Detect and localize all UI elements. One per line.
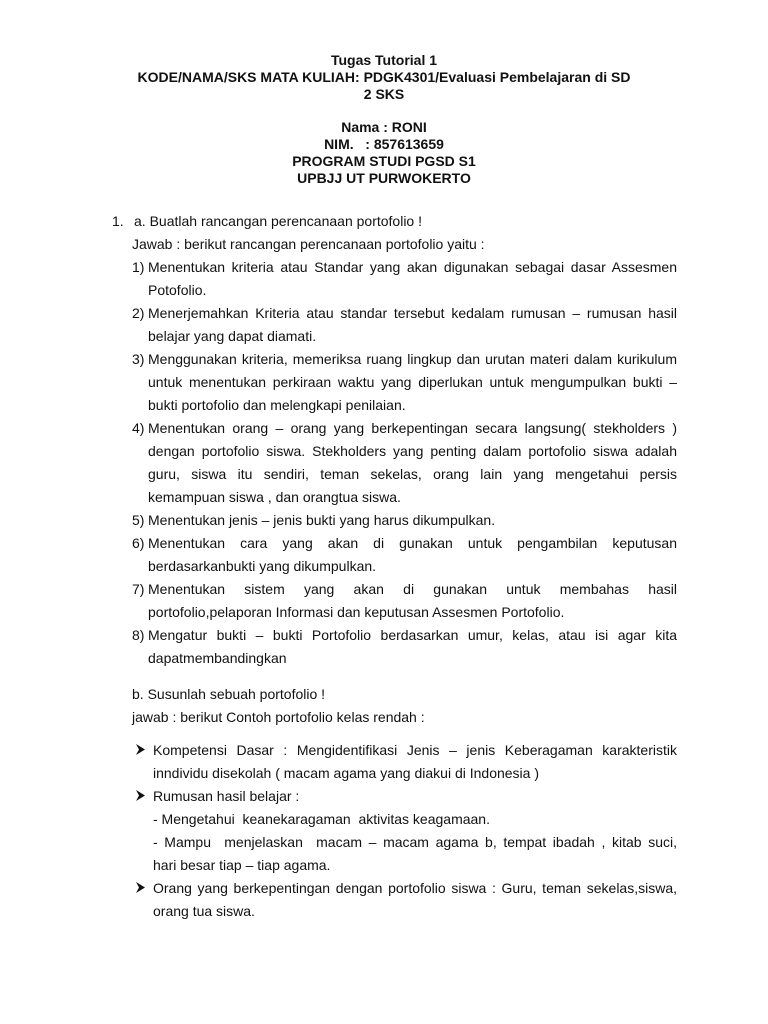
answer-1b-intro: jawab : berikut Contoh portofolio kelas rendah : <box>132 709 425 725</box>
bullet-text: Rumusan hasil belajar : <box>153 788 300 804</box>
question-1 <box>112 210 677 233</box>
arrowhead-bullet-icon <box>136 744 145 755</box>
list-item <box>132 578 677 624</box>
list-item <box>132 417 677 509</box>
arrowhead-bullet-icon <box>136 790 145 801</box>
document-title: Tugas Tutorial 1 <box>330 52 438 68</box>
list-item-number: 6) <box>132 535 145 551</box>
list-item-number: 3) <box>132 351 145 367</box>
question-1b: b. Susunlah sebuah portofolio ! <box>132 686 326 702</box>
bullet-item <box>136 877 677 923</box>
list-item-number: 4) <box>132 420 145 436</box>
course-line: KODE/NAMA/SKS MATA KULIAH: PDGK4301/Evaluasi Pembelajaran di SD <box>137 69 631 85</box>
document-header <box>0 52 768 187</box>
bullet-text: Kompetensi Dasar : Mengidentifikasi Jenis – jenis Keberagaman karakteristik inndividu disekolah ( macam agama yang diakui di Indonesia ) <box>153 742 677 781</box>
list-item <box>132 348 677 417</box>
student-name: Nama : RONI <box>341 119 427 135</box>
study-program: PROGRAM STUDI PGSD S1 <box>292 153 476 169</box>
question-1a: a. Buatlah rancangan perencanaan portofolio ! <box>134 213 422 229</box>
bullet-subline: - Mengetahui keanekaragaman aktivitas keagamaan. <box>153 811 490 827</box>
list-item-text: Menentukan cara yang akan di gunakan untuk pengambilan keputusan berdasarkanbukti yang dikumpulkan. <box>148 535 677 574</box>
answer-1a-intro: Jawab : berikut rancangan perencanaan portofolio yaitu : <box>132 236 485 252</box>
list-item <box>132 624 677 670</box>
list-item <box>132 256 677 302</box>
list-item <box>132 302 677 348</box>
list-item-text: Menentukan kriteria atau Standar yang akan digunakan sebagai dasar Assesmen Potofolio. <box>148 259 677 298</box>
bullet-subline: - Mampu menjelaskan macam – macam agama b, tempat ibadah , kitab suci, hari besar tiap – tiap agama. <box>153 834 701 873</box>
list-item-number: 5) <box>132 512 145 528</box>
sks-line: 2 SKS <box>363 86 405 102</box>
upbjj-line: UPBJJ UT PURWOKERTO <box>297 170 471 186</box>
list-item <box>132 509 677 532</box>
list-item-text: Mengatur bukti – bukti Portofolio berdasarkan umur, kelas, atau isi agar kita dapatmembandingkan <box>148 627 677 666</box>
list-item-number: 2) <box>132 305 145 321</box>
list-item-text: Menerjemahkan Kriteria atau standar tersebut kedalam rumusan – rumusan hasil belajar yang dapat diamati. <box>148 305 677 344</box>
arrowhead-bullet-icon <box>136 882 145 893</box>
list-item-text: Menentukan jenis – jenis bukti yang harus dikumpulkan. <box>148 512 496 528</box>
list-item-number: 1) <box>132 259 145 275</box>
list-item <box>132 532 677 578</box>
list-item-number: 8) <box>132 627 145 643</box>
list-item-text: Menentukan sistem yang akan di gunakan untuk membahas hasil portofolio,pelaporan Informasi dan keputusan Assesmen Portofolio. <box>148 581 677 620</box>
student-nim: NIM. : 857613659 <box>324 136 444 152</box>
bullet-item <box>136 785 701 877</box>
list-item-number: 7) <box>132 581 145 597</box>
question-number: 1. <box>112 213 124 229</box>
answer-1a-list <box>112 256 677 670</box>
document-body <box>112 210 701 923</box>
list-item-text: Menentukan orang – orang yang berkepentingan secara langsung( stekholders ) dengan portofolio siswa. Stekholders yang penting dalam portofolio siswa adalah guru, siswa itu sendiri, teman sekelas, orang lain yang mengetahui persis kemampuan siswa , dan orangtua siswa. <box>148 420 677 505</box>
bullet-item <box>136 739 677 785</box>
list-item-text: Menggunakan kriteria, memeriksa ruang lingkup dan urutan materi dalam kurikulum untuk menentukan perkiraan waktu yang diperlukan untuk mengumpulkan bukti – bukti portofolio dan melengkapi penilaian. <box>148 351 677 413</box>
bullet-text: Orang yang berkepentingan dengan portofolio siswa : Guru, teman sekelas,siswa, orang tua siswa. <box>153 880 677 919</box>
answer-1b-list <box>112 739 701 923</box>
